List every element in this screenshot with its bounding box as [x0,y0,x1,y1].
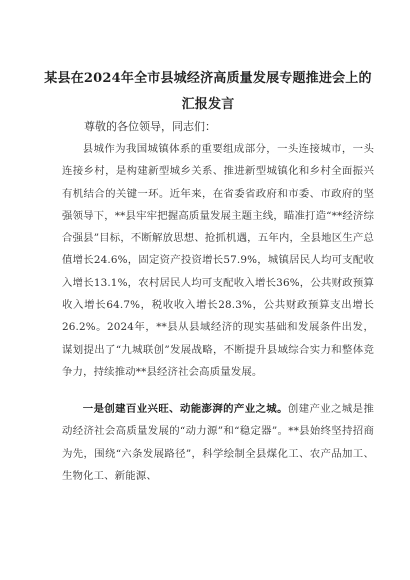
paragraph-2-lead: 一是创建百业兴旺、动能澎湃的产业之城。 [82,403,288,415]
salutation: 尊敬的各位领导，同志们： [84,120,216,133]
paragraph-2-body: 创建产业之城是推动经济社会高质量发展的“动力源”和“稳定器”。**县始终坚持招商为先，围绕“六条发展路径”，科学绘制全县煤化工、农产品加工、生物化工、新能源、 [62,403,374,482]
paragraph-2 [62,398,374,487]
document-title: 某县在2024年全市县城经济高质量发展专题推进会上的汇报发言 [44,71,372,112]
paragraph-1: 县城作为我国城镇体系的重要组成部分，一头连接城市，一头连接乡村，是构建新型城乡关系、推进新型城镇化和乡村全面振兴有机结合的关键一环。近年来，在省委省政府和市委、市政府的坚强领导下，**县牢牢把握高质量发展主题主线，瞄准打造“**经济综合强县”目标，不断解放思想、抢抓机遇，五年内，全县地区生产总值增长24.6%，固定资产投资增长57.9%，城镇居民人均可支配收入增长13.1%，农村居民人均可支配收入增长36%，公共财政预算收入增长64.7%，税收收入增长28.3%，公共财政预算支出增长26.2%。2024年，**县从县域经济的现实基础和发展条件出发，谋划提出了“九城联创”发展战略，不断提升县域综合实力和整体竞争力，持续推动**县经济社会高质量发展。 [62,143,374,378]
